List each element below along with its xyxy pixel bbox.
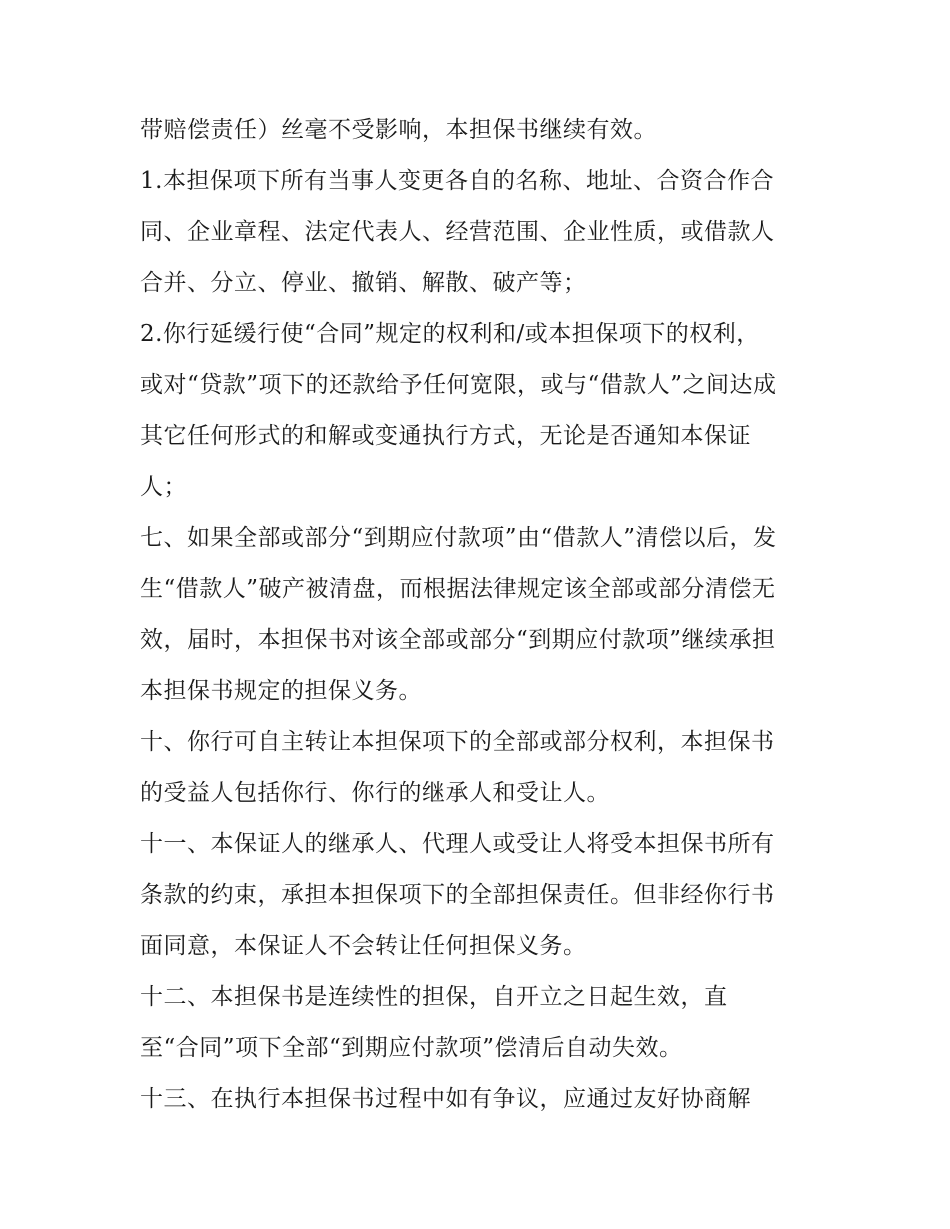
text-line: 合并、分立、停业、撤销、解散、破产等； [140, 270, 587, 296]
text-line: 条款的约束，承担本担保项下的全部担保责任。但非经你行书 [140, 882, 775, 908]
text-line: 十二、本担保书是连续性的担保，自开立之日起生效，直 [140, 984, 728, 1010]
text-line: 2.你行延缓行使“合同”规定的权利和/或本担保项下的权利， [140, 321, 760, 347]
text-line: 十一、本保证人的继承人、代理人或受让人将受本担保书所有 [140, 831, 775, 857]
text-line: 1.本担保项下所有当事人变更各自的名称、地址、合资合作合 [140, 168, 774, 194]
text-line: 效，届时，本担保书对该全部或部分“到期应付款项”继续承担 [140, 627, 776, 653]
text-line: 同、企业章程、法定代表人、经营范围、企业性质，或借款人 [140, 219, 775, 245]
text-line: 七、如果全部或部分“到期应付款项”由“借款人”清偿以后，发 [140, 525, 777, 551]
text-line: 带赔偿责任）丝毫不受影响，本担保书继续有效。 [140, 117, 657, 143]
text-line: 或对“贷款”项下的还款给予任何宽限，或与“借款人”之间达成 [140, 372, 777, 398]
text-line: 面同意，本保证人不会转让任何担保义务。 [140, 933, 587, 959]
text-line: 人； [140, 474, 187, 500]
text-line: 的受益人包括你行、你行的继承人和受让人。 [140, 780, 610, 806]
text-line: 生“借款人”破产被清盘，而根据法律规定该全部或部分清偿无 [140, 576, 776, 602]
text-line: 至“合同”项下全部“到期应付款项”偿清后自动失效。 [140, 1035, 683, 1061]
text-line: 其它任何形式的和解或变通执行方式，无论是否通知本保证 [140, 423, 751, 449]
text-line: 十、你行可自主转让本担保项下的全部或部分权利，本担保书 [140, 729, 775, 755]
text-line: 本担保书规定的担保义务。 [140, 678, 422, 704]
text-line: 十三、在执行本担保书过程中如有争议，应通过友好协商解 [140, 1086, 751, 1112]
